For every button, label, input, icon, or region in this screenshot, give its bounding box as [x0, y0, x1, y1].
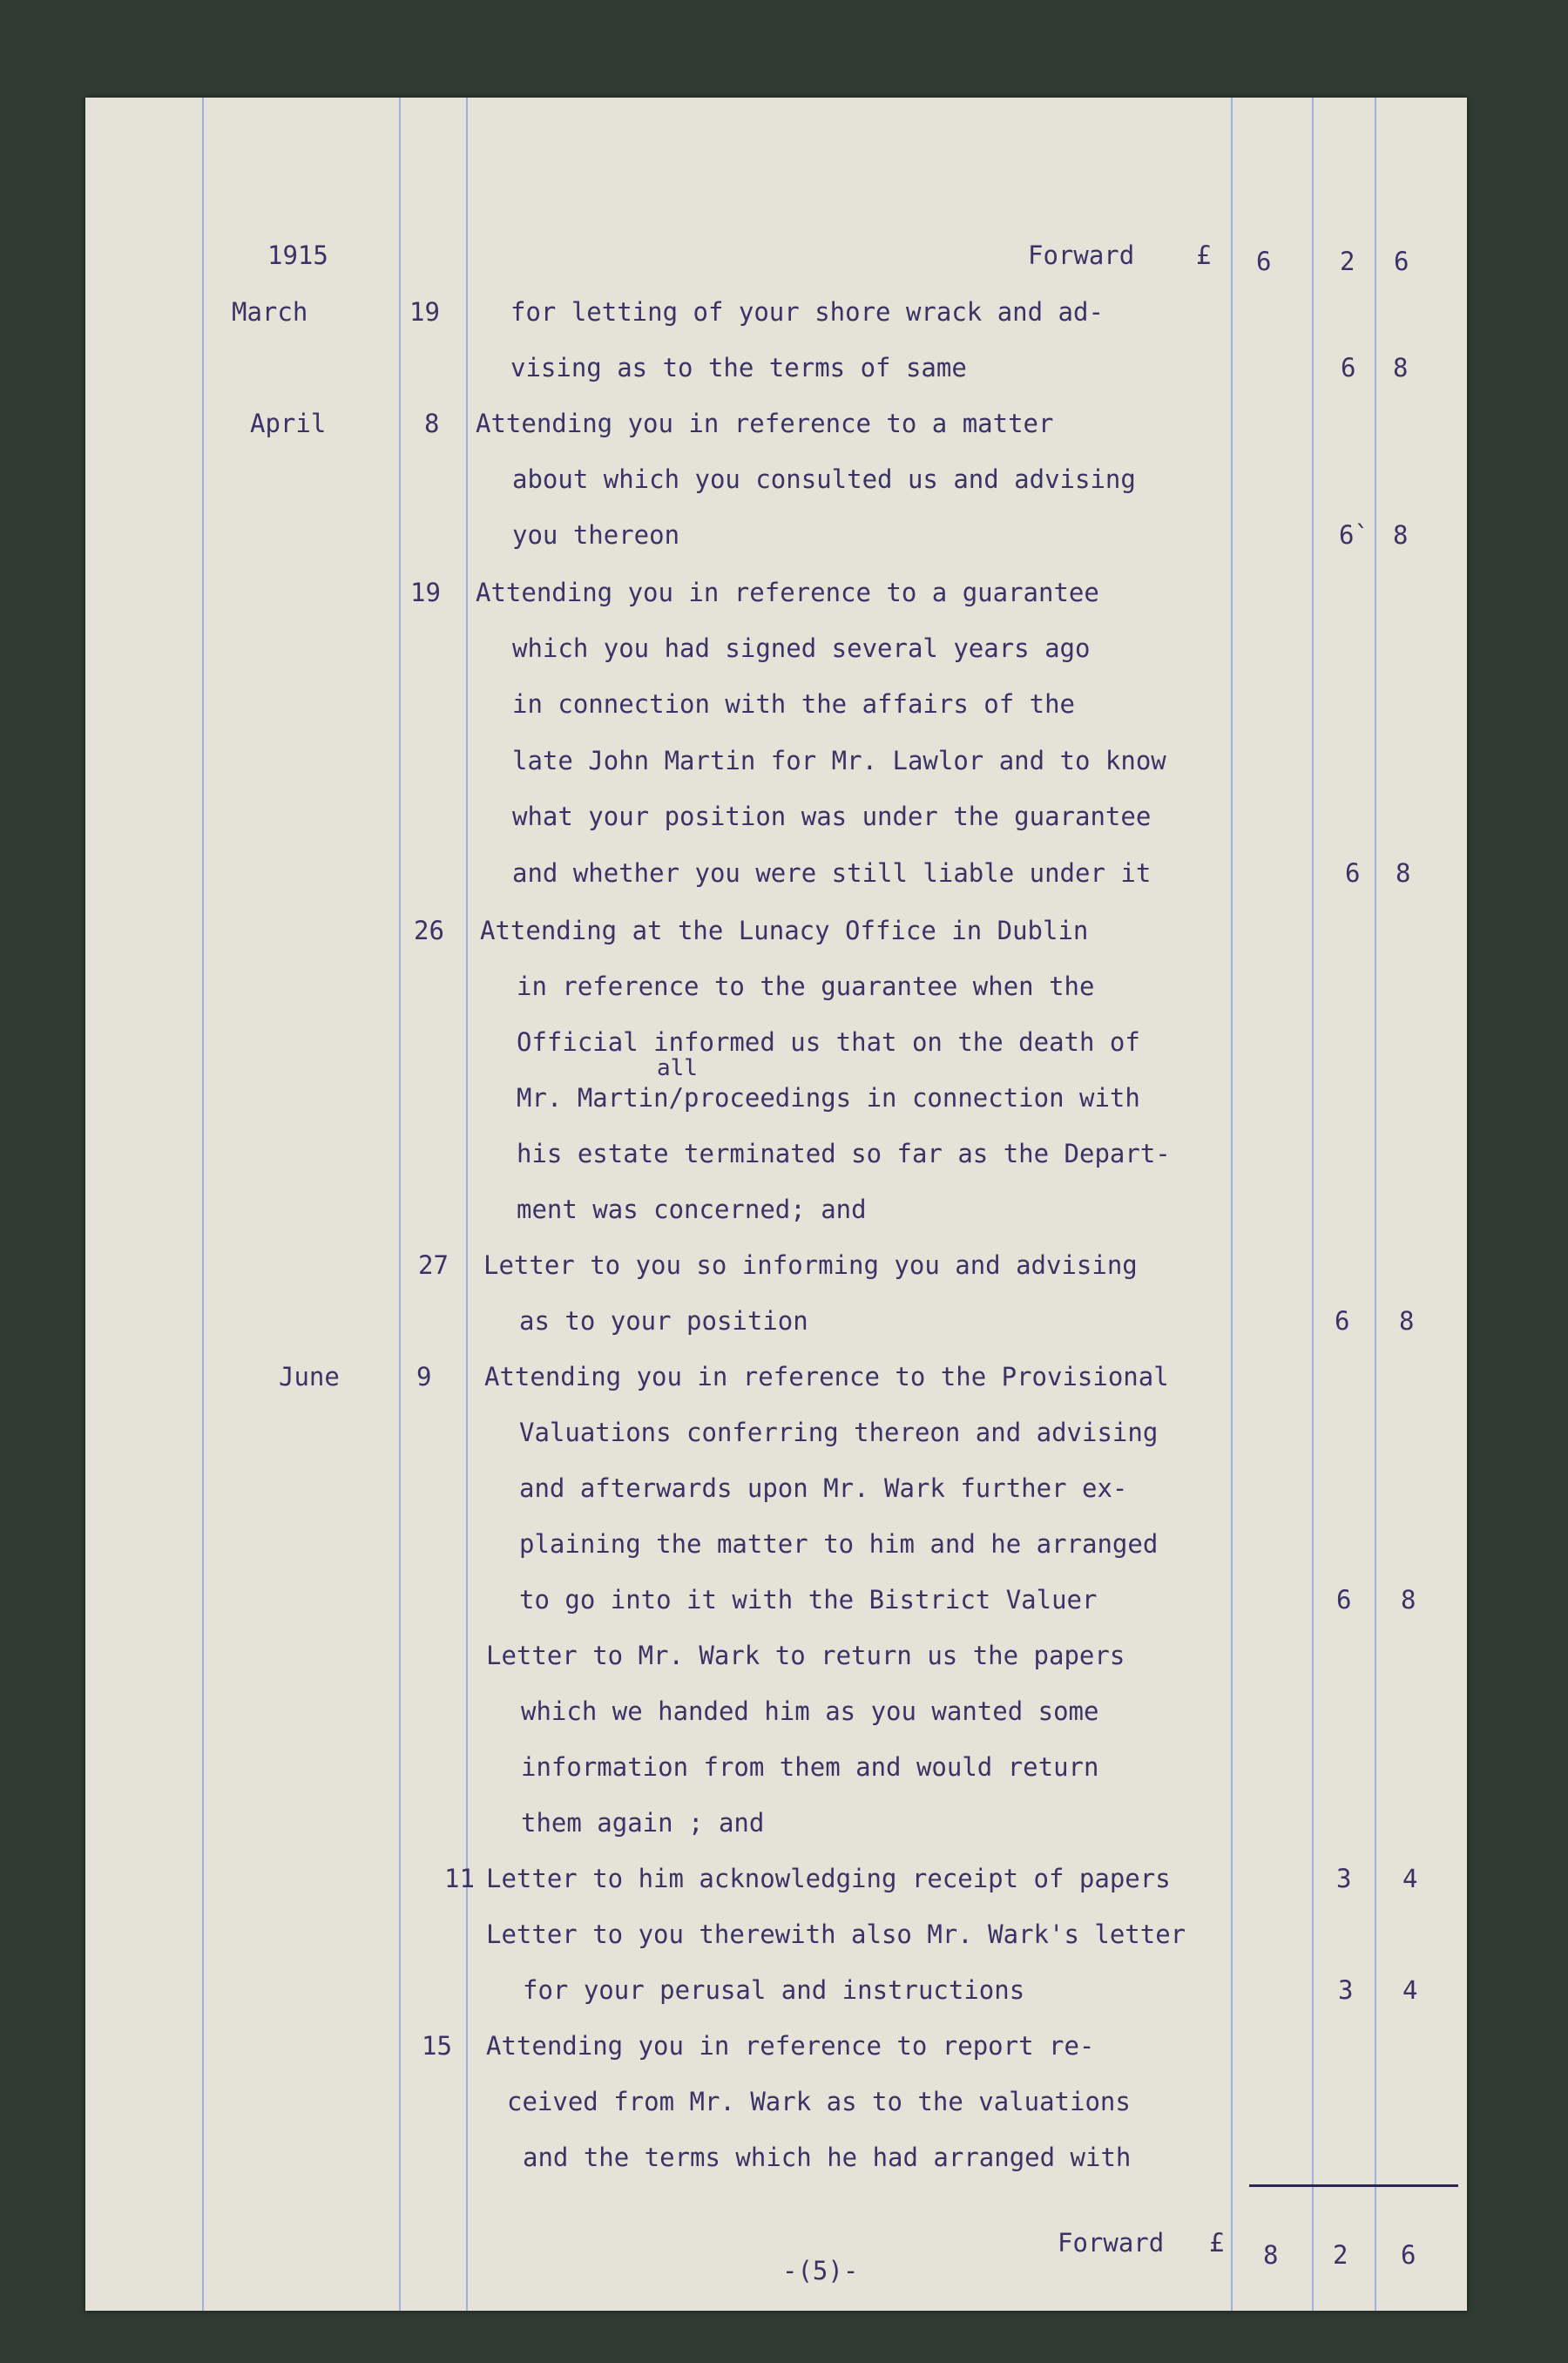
- entry-line: Mr. Martin/proceedings in connection with: [517, 1083, 1140, 1113]
- total-rule: [1249, 2184, 1458, 2187]
- entry-line: Attending you in reference to report re-: [486, 2031, 1095, 2061]
- entry-day: 8: [424, 409, 440, 438]
- entry-line: Valuations conferring thereon and advising: [519, 1418, 1159, 1447]
- forward-shillings: 2: [1340, 247, 1355, 276]
- entry-line: late John Martin for Mr. Lawlor and to know: [512, 746, 1166, 775]
- entry-line: ment was concerned; and: [517, 1195, 867, 1224]
- entry-line: information from them and would return: [521, 1752, 1099, 1782]
- entry-day: 15: [422, 2031, 452, 2061]
- entry-line: which you had signed several years ago: [512, 633, 1091, 663]
- entry-day: 19: [410, 578, 441, 607]
- entry-month: April: [250, 409, 327, 438]
- entry-line: Letter to you so informing you and advising: [483, 1250, 1138, 1280]
- forward-pounds: 6: [1256, 247, 1272, 276]
- footer-currency-symbol: £: [1209, 2228, 1225, 2258]
- entry-line: as to your position: [519, 1306, 808, 1336]
- entry-pence: 4: [1402, 1975, 1418, 2005]
- entry-line: in reference to the guarantee when the: [517, 972, 1095, 1001]
- entry-month: March: [232, 297, 308, 327]
- entry-pence: 8: [1401, 1585, 1416, 1615]
- pence-column-rule: [1375, 98, 1376, 2311]
- entry-shillings: 6: [1335, 1306, 1350, 1336]
- entry-line: plaining the matter to him and he arranged: [519, 1529, 1159, 1559]
- pounds-column-rule: [1231, 98, 1233, 2311]
- entry-line: his estate terminated so far as the Depart-: [517, 1139, 1171, 1168]
- entry-line: to go into it with the Bistrict Valuer: [519, 1585, 1098, 1615]
- footer-pence: 6: [1401, 2240, 1416, 2270]
- date-column-rule: [399, 98, 401, 2311]
- entry-line: which we handed him as you wanted some: [521, 1696, 1099, 1726]
- entry-line: vising as to the terms of same: [510, 353, 967, 383]
- entry-pence: 8: [1396, 858, 1411, 888]
- entry-pence: 8: [1399, 1306, 1415, 1336]
- footer-shillings: 2: [1333, 2240, 1348, 2270]
- year-label: 1915: [267, 240, 328, 270]
- entry-line: Attending you in reference to a guarantee: [476, 578, 1099, 607]
- entry-line: for your perusal and instructions: [523, 1975, 1025, 2005]
- entry-line: and afterwards upon Mr. Wark further ex-: [519, 1473, 1128, 1503]
- entry-insertion: all: [657, 1055, 698, 1081]
- entry-line: and whether you were still liable under it: [512, 858, 1152, 888]
- entry-day: 11: [444, 1864, 475, 1893]
- entry-line: them again ; and: [521, 1808, 765, 1838]
- entry-shillings: 3: [1336, 1864, 1352, 1893]
- margin-rule: [202, 98, 204, 2311]
- forward-label: Forward: [1028, 240, 1135, 270]
- entry-line: for letting of your shore wrack and ad-: [510, 297, 1104, 327]
- entry-day: 9: [416, 1362, 432, 1391]
- entry-line: Letter to him acknowledging receipt of papers: [486, 1864, 1171, 1893]
- entry-line: ceived from Mr. Wark as to the valuations: [507, 2087, 1131, 2116]
- entry-line: Attending at the Lunacy Office in Dublin: [480, 916, 1089, 945]
- entry-pence: 8: [1393, 520, 1409, 550]
- ledger-page: [85, 98, 1467, 2311]
- entry-day: 19: [409, 297, 440, 327]
- entry-shillings: 3: [1338, 1975, 1354, 2005]
- entry-line: what your position was under the guarantee: [512, 802, 1152, 831]
- entry-day: 26: [414, 916, 444, 945]
- entry-line: Attending you in reference to the Provisional: [484, 1362, 1169, 1391]
- footer-forward-label: Forward: [1058, 2228, 1165, 2258]
- entry-day: 27: [418, 1250, 449, 1280]
- entry-shillings: 6: [1345, 858, 1361, 888]
- entry-line: you thereon: [512, 520, 680, 550]
- entry-shillings: 6: [1341, 353, 1356, 383]
- entry-pence: 4: [1402, 1864, 1418, 1893]
- entry-pence: 8: [1393, 353, 1409, 383]
- entry-month: June: [279, 1362, 340, 1391]
- entry-line: and the terms which he had arranged with: [523, 2143, 1132, 2172]
- entry-line: in connection with the affairs of the: [512, 689, 1076, 719]
- footer-pounds: 8: [1263, 2240, 1279, 2270]
- shillings-column-rule: [1312, 98, 1314, 2311]
- forward-pence: 6: [1394, 247, 1409, 276]
- entry-line: about which you consulted us and advising: [512, 464, 1136, 494]
- entry-line: Official informed us that on the death of: [517, 1027, 1140, 1057]
- currency-symbol: £: [1196, 240, 1212, 270]
- entry-line: Attending you in reference to a matter: [476, 409, 1054, 438]
- entry-shillings: 6: [1336, 1585, 1352, 1615]
- entry-shillings: 6`: [1339, 520, 1369, 550]
- entry-line: Letter to you therewith also Mr. Wark's letter: [486, 1920, 1186, 1949]
- day-column-rule: [466, 98, 468, 2311]
- page-number: -(5)-: [782, 2256, 859, 2285]
- entry-line: Letter to Mr. Wark to return us the papers: [486, 1641, 1125, 1670]
